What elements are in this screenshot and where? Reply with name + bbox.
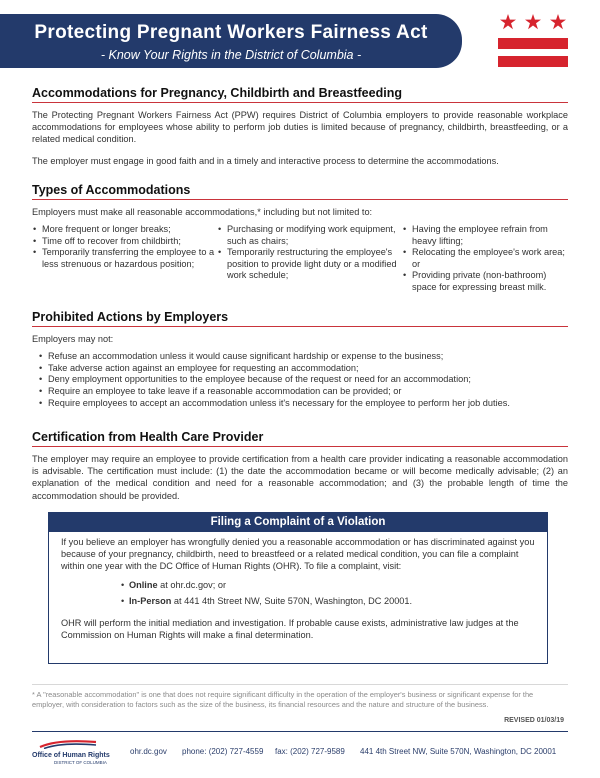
- complaint-body: [49, 532, 547, 642]
- title-banner: [0, 14, 462, 68]
- org-subtitle: DISTRICT OF COLUMBIA: [54, 760, 107, 765]
- footer: [32, 735, 572, 765]
- list-item: • Purchasing or modifying work equipment, such as chairs;: [217, 224, 402, 247]
- complaint-intro: If you believe an employer has wrongfully denied you a reasonable accommodation or has discriminated against you because of your pregnancy, childbirth, need to breastfeed or a related medical condition, you can file a complaint within one year with the DC Office of Human Rights (OHR). To file a complaint, visit:: [61, 537, 535, 571]
- complaint-box: [48, 512, 548, 664]
- section-accommodations: [32, 86, 568, 176]
- star-icon: [525, 14, 541, 30]
- section-certification: [32, 430, 568, 511]
- list-item: • Refuse an accommodation unless it would cause significant hardship or expense to the business;: [38, 351, 568, 363]
- list-item: • Relocating the employee's work area; or: [402, 247, 568, 270]
- flag-bar: [498, 56, 568, 67]
- list-item: • Require employees to accept an accommodation unless it's necessary for the employee to perform her job duties.: [38, 398, 568, 410]
- footnote: * A "reasonable accommodation" is one that does not require significant difficulty in the operation of the employer's business or significant expense for the employer, with consideration to factors such as the size of the business, its financial resources and the nature and structure of the business.: [32, 690, 534, 709]
- list-item: • Temporarily transferring the employee to a less strenuous or hazardous position;: [32, 247, 217, 270]
- complaint-title: Filing a Complaint of a Violation: [49, 513, 547, 532]
- list-item: • More frequent or longer breaks;: [32, 224, 217, 236]
- complaint-closing: OHR will perform the initial mediation and investigation. If probable cause exists, administrative law judges at the Commission on Human Rights will make a final determination.: [61, 617, 519, 640]
- footer-fax: fax: (202) 727-9589: [275, 747, 345, 756]
- list-item: • Time off to recover from childbirth;: [32, 236, 217, 248]
- paragraph: Employers may not:: [32, 334, 114, 344]
- method-label: Online: [129, 580, 158, 591]
- revised-date: REVISED 01/03/19: [504, 717, 564, 724]
- complaint-methods: [121, 580, 535, 608]
- section-prohibited: [32, 310, 568, 409]
- list-item: • Deny employment opportunities to the employee because of the request or need for an accommodation;: [38, 374, 568, 386]
- method-label: In-Person: [129, 596, 172, 607]
- footer-address: 441 4th Street NW, Suite 570N, Washington, DC 20001: [360, 747, 557, 756]
- prohibited-list: [32, 351, 568, 409]
- accommodation-column: [32, 224, 217, 293]
- org-name: Office of Human Rights: [32, 752, 110, 759]
- accommodation-columns: [32, 224, 568, 293]
- footer-website: ohr.dc.gov: [130, 747, 167, 756]
- paragraph: The employer may require an employee to provide certification from a health care provider indicating a reasonable accommodation is advisable. The certification must include: (1) the date the accommodation became or will become medically advisable; (2) an explanation of the medical condition and need for a reasonable accommodation; and (3) the probable length of time the accommodation should be provided.: [32, 454, 568, 501]
- star-icon: [550, 14, 566, 30]
- section-heading: Types of Accommodations: [32, 183, 568, 200]
- page-title: Protecting Pregnant Workers Fairness Act: [34, 22, 428, 43]
- paragraph: The employer must engage in good faith and in a timely and interactive process to determine the accommodations.: [32, 155, 499, 166]
- list-item: • Require an employee to take leave if a reasonable accommodation can be provided; or: [38, 386, 568, 398]
- list-item: • Take adverse action against an employee for requesting an accommodation;: [38, 363, 568, 375]
- page-subtitle: - Know Your Rights in the District of Columbia -: [100, 48, 362, 62]
- section-heading: Certification from Health Care Provider: [32, 430, 568, 447]
- section-types: [32, 183, 568, 293]
- method-detail: at 441 4th Street NW, Suite 570N, Washington, DC 20001.: [171, 596, 413, 607]
- dc-flag-icon: [498, 14, 568, 70]
- paragraph: The Protecting Pregnant Workers Fairness Act (PPW) requires District of Columbia employers to provide reasonable workplace accommodations for employees whose ability to perform job duties is limited because of pregnancy, childbirth, breastfeeding, or a related medical condition.: [32, 110, 568, 145]
- divider: [32, 731, 568, 732]
- method-detail: at ohr.dc.gov; or: [157, 580, 227, 591]
- list-item: [121, 580, 535, 592]
- accommodation-column: [402, 224, 568, 293]
- section-heading: Accommodations for Pregnancy, Childbirth and Breastfeeding: [32, 86, 568, 103]
- list-item: • Providing private (non-bathroom) space for expressing breast milk.: [402, 270, 568, 293]
- divider: [32, 684, 568, 685]
- section-heading: Prohibited Actions by Employers: [32, 310, 568, 327]
- footer-phone: phone: (202) 727-4559: [182, 747, 264, 756]
- list-item: [121, 596, 535, 608]
- list-item: • Having the employee refrain from heavy lifting;: [402, 224, 568, 247]
- accommodation-column: [217, 224, 402, 293]
- ohr-logo-icon: [38, 739, 98, 749]
- star-icon: [500, 14, 516, 30]
- paragraph: Employers must make all reasonable accommodations,* including but not limited to:: [32, 207, 373, 217]
- list-item: • Temporarily restructuring the employee's position to provide light duty or a modified work schedule;: [217, 247, 402, 282]
- flag-bar: [498, 38, 568, 49]
